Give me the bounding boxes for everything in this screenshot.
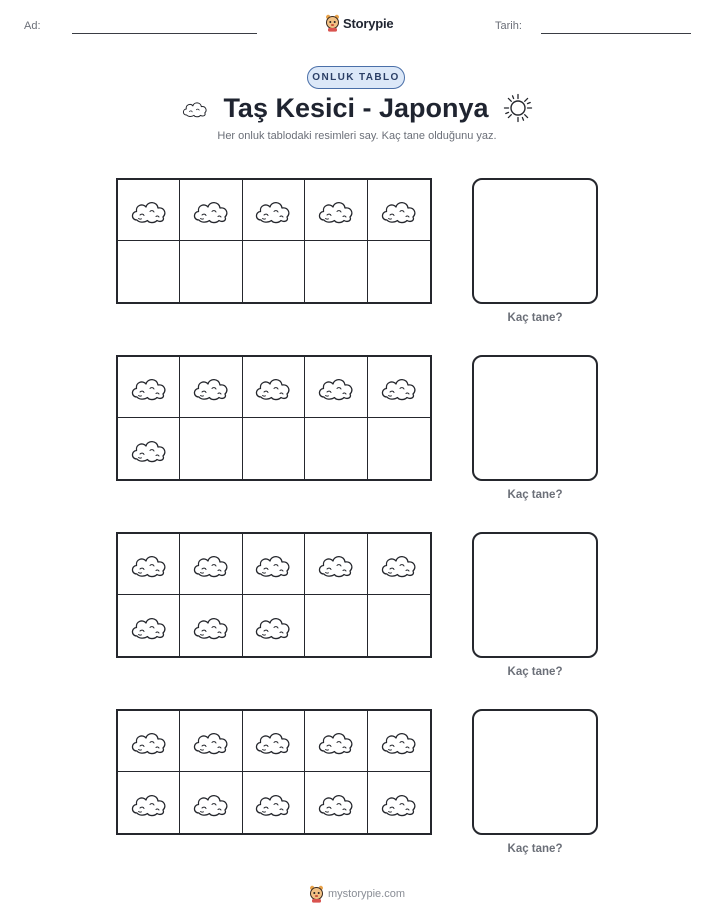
footer-url: mystorypie.com [328, 888, 406, 900]
cloud-icon [191, 550, 231, 578]
page-title: Taş Kesici - Japonya [223, 92, 489, 123]
ten-frame-cell [243, 711, 305, 772]
ten-frame-cell [305, 241, 367, 302]
answer-box-1[interactable] [472, 178, 598, 304]
cloud-icon [253, 727, 293, 755]
ten-frame-cell [243, 772, 305, 833]
ten-frame-cell [243, 595, 305, 656]
ten-frame-cell [368, 772, 430, 833]
cloud-icon [253, 373, 293, 401]
ten-frame-cell [180, 357, 242, 418]
ten-frame-cell [118, 711, 180, 772]
answer-label-4: Kaç tane? [507, 843, 563, 855]
ten-frame-cell [118, 241, 180, 302]
ten-frame-cell [305, 180, 367, 241]
cloud-icon [253, 612, 293, 640]
ten-frame-cell [118, 418, 180, 479]
cloud-icon [191, 612, 231, 640]
date-line[interactable] [541, 33, 691, 34]
brand-name: Storypie [343, 15, 394, 31]
sun-icon [503, 93, 533, 123]
cloud-icon [129, 196, 169, 224]
ten-frame-3 [116, 532, 432, 658]
cloud-icon [181, 98, 209, 118]
cloud-icon [129, 727, 169, 755]
ten-frame-cell [118, 595, 180, 656]
ten-frame-cell [118, 534, 180, 595]
ten-frame-cell [368, 711, 430, 772]
cloud-icon [191, 789, 231, 817]
cloud-icon [316, 373, 356, 401]
ten-frame-cell [180, 772, 242, 833]
answer-label-3: Kaç tane? [507, 666, 563, 678]
ten-frame-cell [180, 241, 242, 302]
date-label: Tarih: [495, 20, 522, 32]
cloud-icon [379, 727, 419, 755]
ten-frame-cell [305, 357, 367, 418]
storypie-mascot-icon [325, 14, 340, 32]
cloud-icon [379, 373, 419, 401]
instructions: Her onluk tablodaki resimleri say. Kaç tane olduğunu yaz. [217, 130, 497, 142]
ten-frame-cell [368, 180, 430, 241]
ten-frame-cell [368, 357, 430, 418]
ten-frame-1 [116, 178, 432, 304]
storypie-mascot-icon [309, 885, 324, 903]
cloud-icon [379, 550, 419, 578]
cloud-icon [191, 196, 231, 224]
ten-frame-cell [243, 241, 305, 302]
cloud-icon [316, 789, 356, 817]
title-row [170, 88, 544, 128]
answer-box-2[interactable] [472, 355, 598, 481]
ten-frame-cell [305, 711, 367, 772]
footer [309, 884, 405, 904]
cloud-icon [129, 373, 169, 401]
ten-frame-cell [368, 534, 430, 595]
cloud-icon [191, 373, 231, 401]
cloud-icon [253, 789, 293, 817]
ten-frame-cell [305, 534, 367, 595]
ten-frame-cell [180, 595, 242, 656]
cloud-icon [379, 196, 419, 224]
ten-frame-cell [118, 180, 180, 241]
cloud-icon [129, 435, 169, 463]
cloud-icon [129, 612, 169, 640]
ten-frame-cell [243, 180, 305, 241]
answer-label-2: Kaç tane? [507, 489, 563, 501]
cloud-icon [191, 727, 231, 755]
cloud-icon [316, 550, 356, 578]
brand-logo [325, 13, 393, 33]
cloud-icon [253, 196, 293, 224]
answer-label-1: Kaç tane? [507, 312, 563, 324]
ten-frame-cell [118, 772, 180, 833]
cloud-icon [379, 789, 419, 817]
worksheet-type-badge: ONLUK TABLO [307, 66, 405, 89]
answer-box-3[interactable] [472, 532, 598, 658]
name-label: Ad: [24, 20, 41, 32]
cloud-icon [129, 789, 169, 817]
ten-frame-cell [243, 418, 305, 479]
cloud-icon [316, 727, 356, 755]
ten-frame-cell [368, 241, 430, 302]
ten-frame-cell [180, 711, 242, 772]
ten-frame-cell [305, 772, 367, 833]
ten-frame-4 [116, 709, 432, 835]
ten-frame-cell [305, 418, 367, 479]
ten-frame-cell [368, 418, 430, 479]
ten-frame-cell [118, 357, 180, 418]
name-line[interactable] [72, 33, 257, 34]
ten-frame-cell [243, 534, 305, 595]
ten-frame-cell [243, 357, 305, 418]
ten-frame-cell [368, 595, 430, 656]
ten-frame-cell [180, 418, 242, 479]
ten-frame-cell [180, 534, 242, 595]
cloud-icon [316, 196, 356, 224]
cloud-icon [253, 550, 293, 578]
answer-box-4[interactable] [472, 709, 598, 835]
ten-frame-cell [305, 595, 367, 656]
cloud-icon [129, 550, 169, 578]
ten-frame-2 [116, 355, 432, 481]
ten-frame-cell [180, 180, 242, 241]
